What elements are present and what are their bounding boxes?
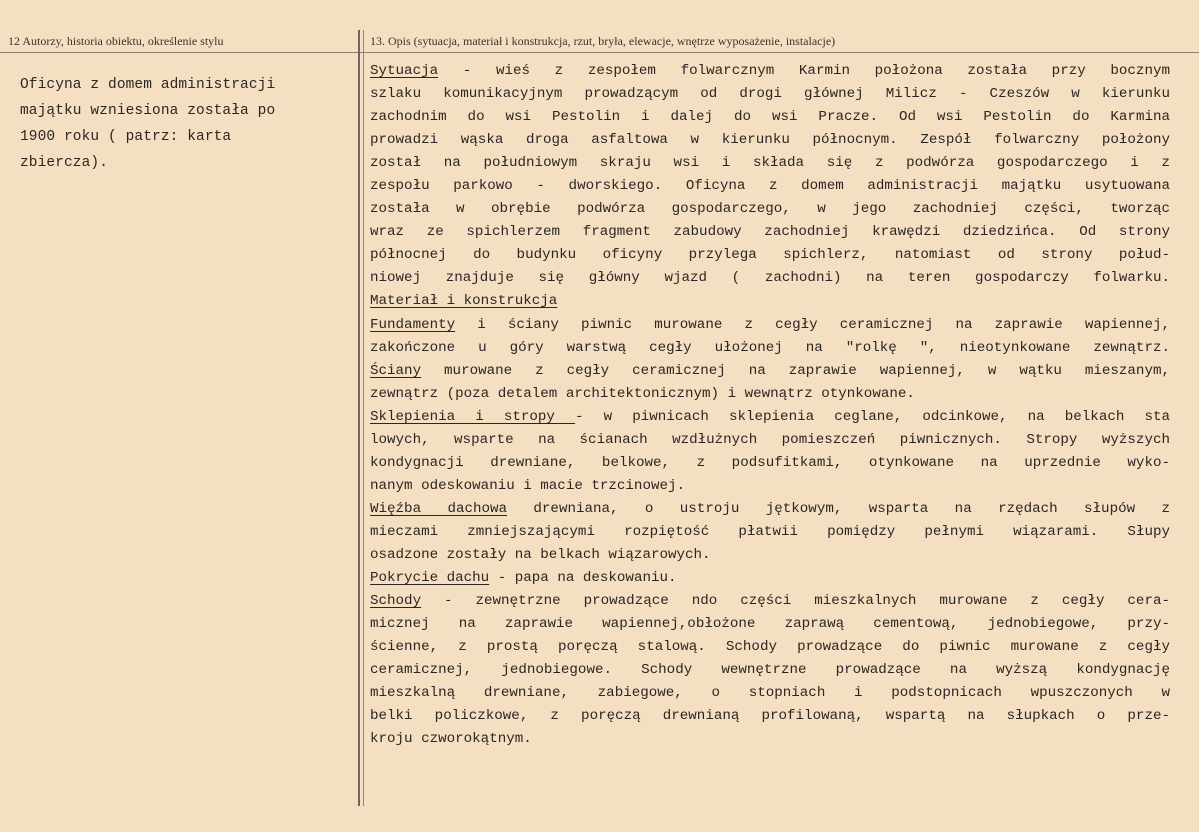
line-text: drewniana, o ustroju jętkowym, wsparta na rzędach słupów z xyxy=(507,500,1170,517)
line-text: został na południowym skraju wsi i składa się z podwórza gospodarczego i z xyxy=(370,155,1170,172)
text-line xyxy=(370,337,1170,360)
column-divider xyxy=(358,30,360,806)
text-line xyxy=(370,290,1170,313)
subheading: Materiał i konstrukcja xyxy=(370,293,558,310)
line-text: murowane z cegły ceramicznej na zaprawie wapiennej, w wątku mieszanym, xyxy=(421,362,1170,379)
text-line xyxy=(370,613,1170,636)
line-text: prowadzi wąska droga asfaltowa w kierunku północnym. Zespół folwarczny położony xyxy=(370,132,1170,149)
text-line xyxy=(370,129,1170,152)
subheading: Więźba dachowa xyxy=(370,500,508,517)
line-text: zespołu parkowo - dworskiego. Oficyna z domem administracji majątku usytuowana xyxy=(370,178,1170,195)
line-text: wraz ze spichlerzem fragment zabudowy zachodniej krawędzi dziedzińca. Od strony xyxy=(370,224,1170,241)
text-line xyxy=(370,475,1170,498)
text-line xyxy=(370,60,1170,83)
subheading: Sytuacja xyxy=(370,63,439,79)
text-line xyxy=(370,521,1170,544)
line-text: mieczami zmniejszającymi rozpiętość płatwii pomiędzy pełnymi wiązarami. Słupy xyxy=(370,523,1170,540)
text-line xyxy=(370,267,1170,290)
text-line xyxy=(370,83,1170,106)
line-text: micznej na zaprawie wapiennej,obłożone zaprawą cementową, jednobiegowe, przy- xyxy=(370,616,1170,633)
text-line xyxy=(370,175,1170,198)
line-text: osadzone zostały na belkach wiązarowych. xyxy=(370,546,711,563)
line-text: niowej znajduje się główny wjazd ( zachodni) na teren gospodarczy folwarku. xyxy=(370,270,1170,287)
line-text: ceramicznej, jednobiegowe. Schody wewnętrzne prowadzące na wyższą kondygnację xyxy=(370,662,1170,679)
text-line: majątku wzniesiona została po xyxy=(20,103,276,119)
section-13-header: 13. Opis (sytuacja, materiał i konstrukcja, rzut, bryła, elewacje, wnętrze wyposażenie, instalacje) xyxy=(370,34,836,48)
subheading: Pokrycie dachu xyxy=(370,570,490,587)
text-line: Oficyna z domem administracji xyxy=(20,77,276,93)
line-text: mieszkalną drewniane, zabiegowe, o stopniach i podstopnicach wpuszczonych w xyxy=(370,685,1170,702)
text-line xyxy=(370,152,1170,175)
line-text: lowych, wsparte na ścianach wzdłużnych pomieszczeń piwnicznych. Stropy wyższych xyxy=(370,431,1170,448)
text-line xyxy=(370,498,1170,521)
text-line xyxy=(370,406,1170,429)
text-line xyxy=(370,198,1170,221)
text-line: 1900 roku ( patrz: karta xyxy=(20,129,232,145)
text-line xyxy=(370,221,1170,244)
line-text: kondygnacji drewniane, belkowe, z podsufitkami, otynkowane na uprzednie wyko- xyxy=(370,454,1170,471)
line-text: zewnątrz (poza detalem architektonicznym) i wewnątrz otynkowane. xyxy=(370,385,915,402)
text-line xyxy=(370,452,1170,475)
section-12-header: 12 Autorzy, historia obiektu, określenie stylu xyxy=(8,34,224,48)
line-text: kroju czworokątnym. xyxy=(370,731,532,748)
line-text: - wieś z zespołem folwarcznym Karmin położona została przy bocznym xyxy=(438,63,1170,79)
line-text: została w obrębie podwórza gospodarczego, w jego zachodniej części, tworząc xyxy=(370,201,1170,218)
subheading: Schody xyxy=(370,593,422,610)
text-line: zbiercza). xyxy=(20,155,109,171)
header-divider xyxy=(0,52,1199,53)
subheading: Fundamenty xyxy=(370,316,456,333)
text-line xyxy=(370,544,1170,567)
authors-history-text xyxy=(20,72,350,176)
line-text: i ściany piwnic murowane z cegły ceramicznej na zaprawie wapiennej, xyxy=(455,316,1170,333)
text-line xyxy=(370,360,1170,383)
text-line xyxy=(370,244,1170,267)
text-line xyxy=(370,429,1170,452)
text-line xyxy=(370,659,1170,682)
line-text: - zewnętrzne prowadzące ndo części mieszkalnych murowane z cegły cera- xyxy=(421,593,1170,610)
text-line xyxy=(370,383,1170,406)
text-line xyxy=(370,705,1170,728)
line-text: belki policzkowe, z poręczą drewnianą profilowaną, wspartą na słupkach o prze- xyxy=(370,708,1170,725)
text-line xyxy=(370,106,1170,129)
line-text: szlaku komunikacyjnym prowadzącym od drogi głównej Milicz - Czeszów w kierunku xyxy=(370,86,1170,103)
line-text: - w piwnicach sklepienia ceglane, odcinkowe, na belkach sta xyxy=(575,408,1170,425)
column-divider-secondary xyxy=(363,30,364,806)
subheading: Ściany xyxy=(370,362,422,379)
text-line xyxy=(370,590,1170,613)
text-line xyxy=(370,728,1170,751)
text-line xyxy=(370,567,1170,590)
line-text: ścienne, z prostą poręczą stalową. Schody prowadzące do piwnic murowane z cegły xyxy=(370,639,1170,656)
line-text: zachodnim do wsi Pestolin i dalej do wsi Pracze. Od wsi Pestolin do Karmina xyxy=(370,109,1170,126)
subheading: Sklepienia i stropy xyxy=(370,408,576,425)
text-line xyxy=(370,314,1170,337)
line-text: północnej do budynku oficyny przylega spichlerz, natomiast od strony połud- xyxy=(370,247,1170,264)
description-text xyxy=(370,60,1170,751)
text-line xyxy=(370,636,1170,659)
line-text: - papa na deskowaniu. xyxy=(489,570,677,587)
line-text: zakończone u góry warstwą cegły ułożonej na "rolkę ", nieotynkowane zewnątrz. xyxy=(370,339,1170,356)
text-line xyxy=(370,682,1170,705)
line-text: nanym odeskowaniu i macie trzcinowej. xyxy=(370,477,686,494)
